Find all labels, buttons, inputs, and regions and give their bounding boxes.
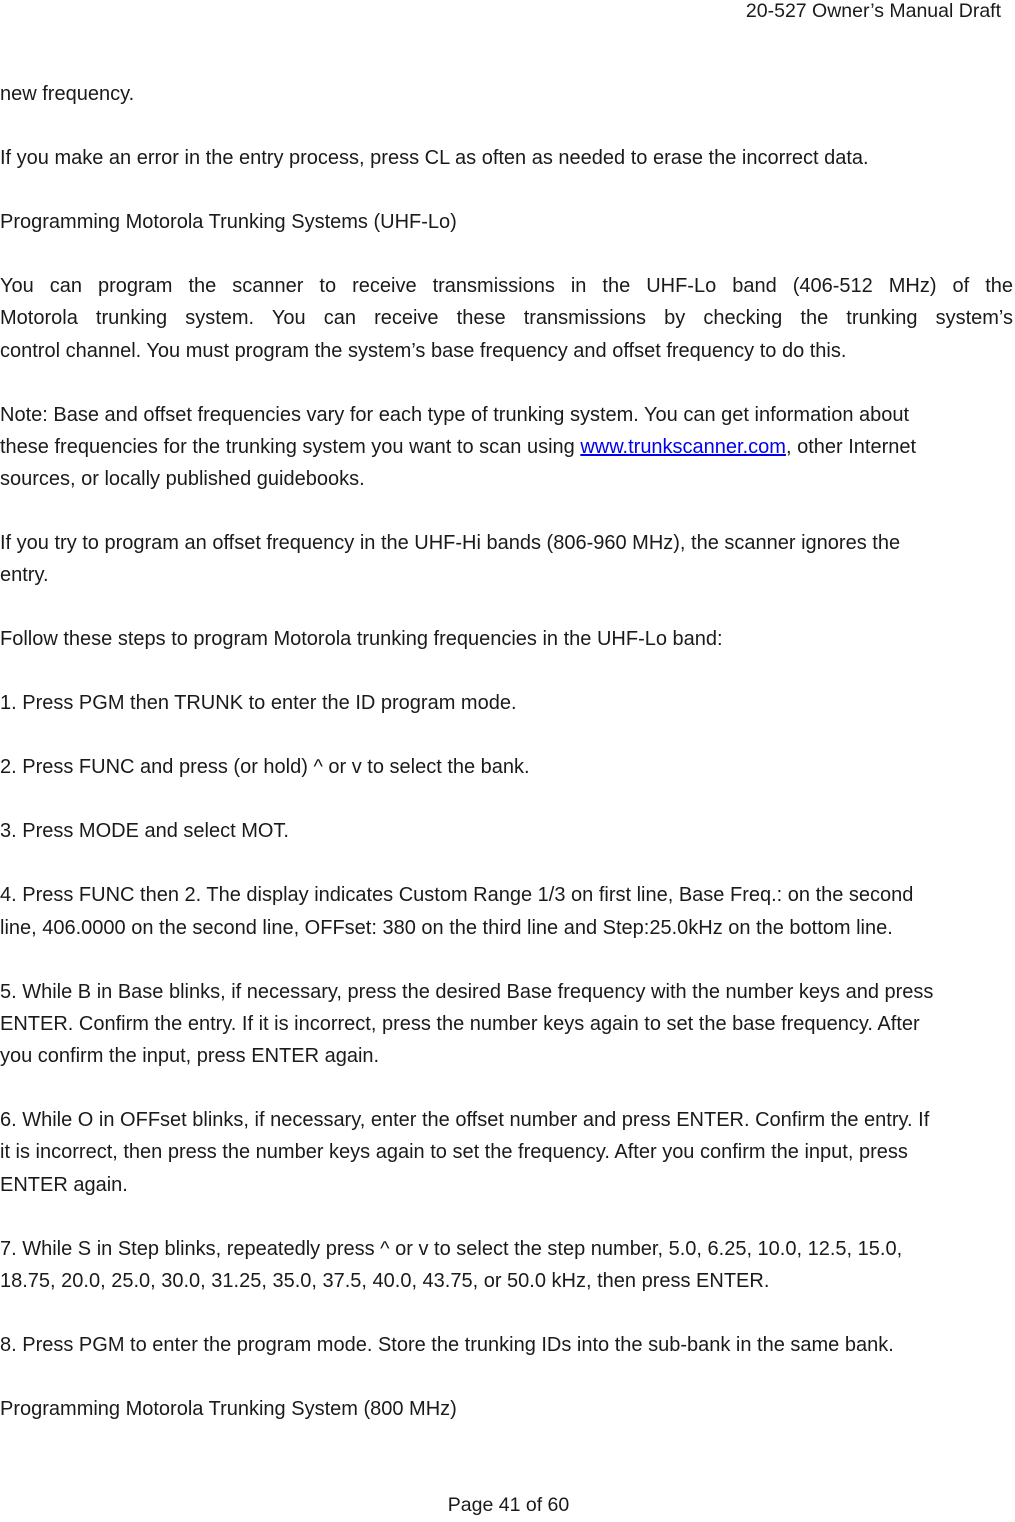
text-line: entry. <box>0 564 49 587</box>
step-3: 3. Press MODE and select MOT. <box>0 820 289 843</box>
text-line: line, 406.0000 on the second line, OFFset: 380 on the third line and Step:25.0kHz on the bottom line. <box>0 916 893 939</box>
step-6 <box>0 1104 1013 1201</box>
paragraph-steps-intro: Follow these steps to program Motorola trunking frequencies in the UHF-Lo band: <box>0 628 723 651</box>
document-header-title: 20-527 Owner’s Manual Draft <box>745 0 1001 22</box>
text-line: Motorola trunking system. You can receive these transmissions by checking the trunking system’s <box>0 307 1013 330</box>
page-footer <box>0 1494 1015 1516</box>
text-line: Note: Base and offset frequencies vary for each type of trunking system. You can get information about <box>0 403 910 426</box>
document-body <box>0 78 1013 1457</box>
text-line: ENTER again. <box>0 1173 128 1196</box>
text-line: sources, or locally published guidebooks. <box>0 468 365 491</box>
trunkscanner-link[interactable]: www.trunkscanner.com <box>580 435 786 458</box>
text-line: 7. While S in Step blinks, repeatedly press ^ or v to select the step number, 5.0, 6.25, 10.0, 12.5, 15.0, <box>0 1237 903 1260</box>
text-line: 5. While B in Base blinks, if necessary, press the desired Base frequency with the number keys and press <box>0 980 934 1003</box>
step-4 <box>0 879 1013 944</box>
step-7 <box>0 1233 1013 1298</box>
text-line: ENTER. Confirm the entry. If it is incorrect, press the number keys again to set the base frequency. After <box>0 1012 920 1035</box>
step-1: 1. Press PGM then TRUNK to enter the ID program mode. <box>0 692 517 715</box>
page-number: Page 41 of 60 <box>447 1494 570 1516</box>
paragraph-uhf-lo-intro <box>0 270 1013 367</box>
text-line <box>0 431 1013 463</box>
text-line: You can program the scanner to receive transmissions in the UHF-Lo band (406-512 MHz) of the <box>0 274 1013 297</box>
paragraph-note-frequencies <box>0 399 1013 496</box>
section-heading-800mhz: Programming Motorola Trunking System (800 MHz) <box>0 1398 457 1421</box>
paragraph-error-entry: If you make an error in the entry process, press CL as often as needed to erase the incorrect data. <box>0 146 869 169</box>
text-line: control channel. You must program the system’s base frequency and offset frequency to do this. <box>0 339 847 362</box>
paragraph-uhf-hi-warning <box>0 527 1013 592</box>
text-line: you confirm the input, press ENTER again. <box>0 1045 380 1068</box>
section-heading-uhf-lo: Programming Motorola Trunking Systems (UHF-Lo) <box>0 210 457 233</box>
text-line: If you try to program an offset frequency in the UHF-Hi bands (806-960 MHz), the scanner ignores the <box>0 532 901 555</box>
step-8: 8. Press PGM to enter the program mode. Store the trunking IDs into the sub-bank in the same bank. <box>0 1334 894 1357</box>
text-line: 18.75, 20.0, 25.0, 30.0, 31.25, 35.0, 37.5, 40.0, 43.75, or 50.0 kHz, then press ENTER. <box>0 1270 770 1293</box>
text-fragment: these frequencies for the trunking system you want to scan using <box>0 435 581 458</box>
text-line: it is incorrect, then press the number keys again to set the frequency. After you confirm the input, press <box>0 1141 908 1164</box>
text-line: 4. Press FUNC then 2. The display indicates Custom Range 1/3 on first line, Base Freq.: on the second <box>0 884 914 907</box>
text-line: 6. While O in OFFset blinks, if necessary, enter the offset number and press ENTER. Confirm the entry. If <box>0 1109 930 1132</box>
paragraph-new-frequency: new frequency. <box>0 83 135 105</box>
step-2: 2. Press FUNC and press (or hold) ^ or v to select the bank. <box>0 756 530 779</box>
step-5 <box>0 976 1013 1073</box>
text-fragment: , other Internet <box>785 435 917 458</box>
